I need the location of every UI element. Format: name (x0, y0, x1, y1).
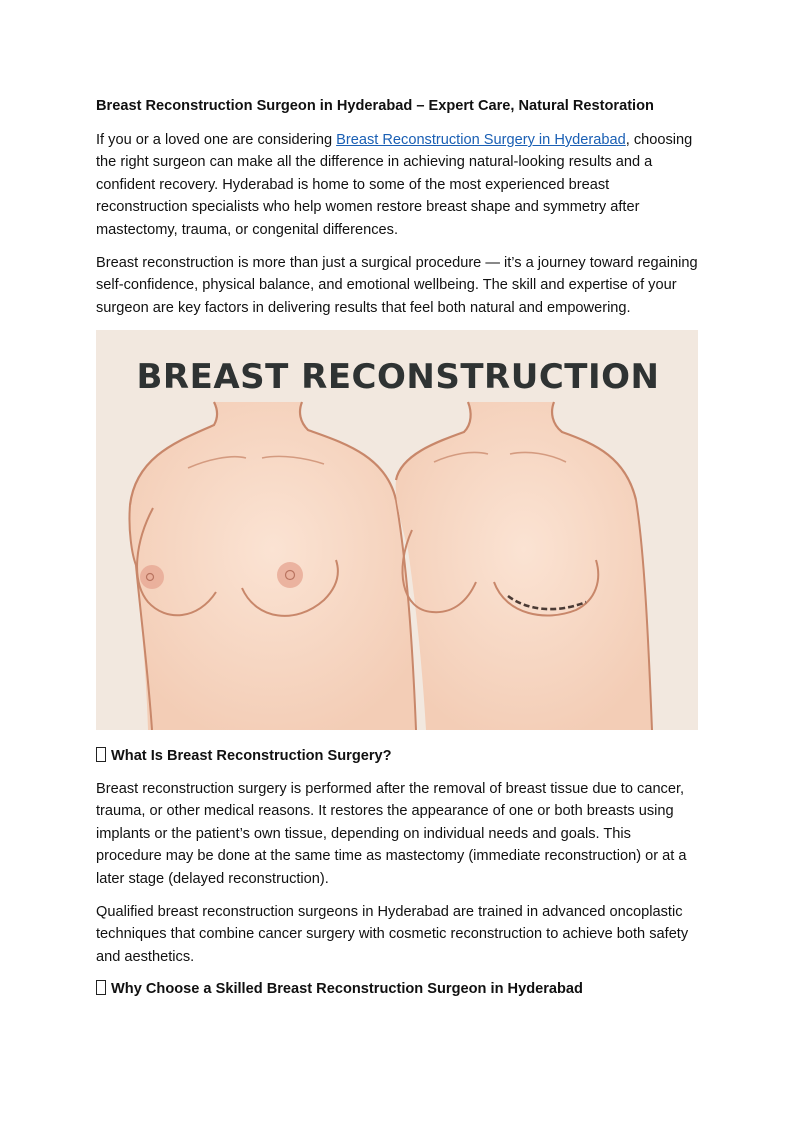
intro-text-before: If you or a loved one are considering (96, 132, 337, 148)
missing-emoji-icon (96, 980, 106, 995)
section-heading-what-is (96, 746, 698, 766)
breast-reconstruction-illustration (96, 330, 698, 730)
definition-paragraph: Breast reconstruction surgery is performed after the removal of breast tissue due to cancer, trauma, or other medical reasons. It restores the appearance of one or both breasts using implants or the patient’s own tissue, depending on individual needs and goals. This procedure may be done at the same time as mastectomy (immediate reconstruction) or at a later stage (delayed reconstruction). (96, 781, 687, 887)
intro-text-after: , choosing the right surgeon can make all the difference in achieving natural-looking results and a confident recovery. Hyderabad is home to some of the most experienced breast reconstruction specialists who help women restore breast shape and symmetry after mastectomy, trauma, or congenital differences. (96, 132, 693, 238)
illustration-title: BREAST RECONSTRUCTION (136, 357, 660, 397)
missing-emoji-icon (96, 747, 106, 762)
journey-paragraph: Breast reconstruction is more than just a surgical procedure — it’s a journey toward regaining self-confidence, physical balance, and emotional wellbeing. The skill and expertise of your surgeon are key factors in delivering results that feel both natural and empowering. (96, 255, 698, 316)
section-heading-text: What Is Breast Reconstruction Surgery? (111, 748, 392, 764)
page-title: Breast Reconstruction Surgeon in Hyderabad – Expert Care, Natural Restoration (96, 98, 654, 114)
section-heading-text: Why Choose a Skilled Breast Reconstruction Surgeon in Hyderabad (111, 981, 583, 997)
section-heading-why-choose (96, 979, 698, 999)
oncoplastic-paragraph: Qualified breast reconstruction surgeons in Hyderabad are trained in advanced oncoplastic techniques that combine cancer surgery with cosmetic reconstruction to achieve both safety and aesthetics. (96, 904, 689, 965)
reconstruction-surgery-link[interactable]: Breast Reconstruction Surgery in Hyderabad (336, 132, 626, 148)
intro-paragraph (96, 129, 698, 241)
